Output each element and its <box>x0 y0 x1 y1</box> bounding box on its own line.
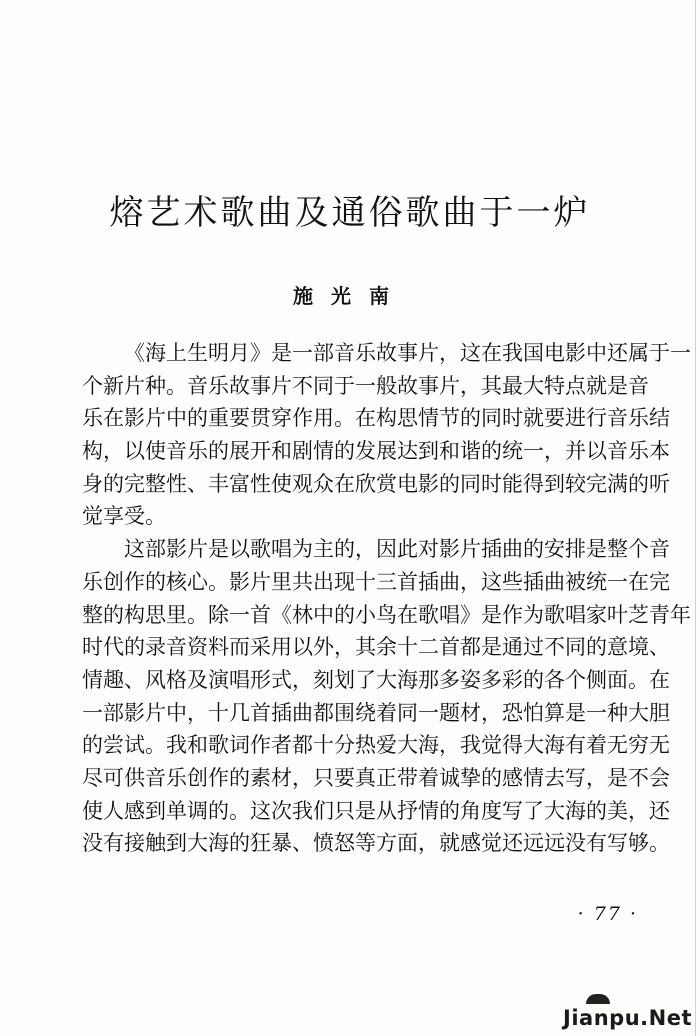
text-line: 乐在影片中的重要贯穿作用。在构思情节的同时就要进行音乐结 <box>82 406 670 431</box>
watermark-logo-mark <box>586 994 610 1004</box>
text-line: 情趣、风格及演唱形式，刻划了大海那多姿多彩的各个侧面。在 <box>82 667 670 692</box>
text-line: 没有接触到大海的狂暴、愤怒等方面，就感觉还远远没有写够。 <box>82 831 670 856</box>
page-number: · 77 · <box>577 903 638 925</box>
text-line: 尽可供音乐创作的素材，只要真正带着诚挚的感情去写，是不会 <box>82 765 670 790</box>
page-edge-line <box>695 0 696 1036</box>
author-name: 施光南 <box>293 284 407 308</box>
watermark-text: Jianpu.Net <box>563 1006 692 1030</box>
text-line: 乐创作的核心。影片里共出现十三首插曲，这些插曲被统一在完 <box>82 569 670 594</box>
text-line: 觉享受。 <box>82 504 166 529</box>
text-line: 的尝试。我和歌词作者都十分热爱大海，我觉得大海有着无穷无 <box>82 733 670 758</box>
text-line: 一部影片中，十几首插曲都围绕着同一题材，恐怕算是一种大胆 <box>82 700 670 725</box>
text-line: 整的构思里。除一首《林中的小鸟在歌唱》是作为歌唱家叶芝青年 <box>82 602 691 627</box>
text-line: 时代的录音资料而采用以外，其余十二首都是通过不同的意境、 <box>82 635 670 660</box>
text-line: 个新片种。音乐故事片不同于一般故事片，其最大特点就是音 <box>82 373 649 398</box>
text-line: 使人感到单调的。这次我们只是从抒情的角度写了大海的美，还 <box>82 798 670 823</box>
article-title: 熔艺术歌曲及通俗歌曲于一炉 <box>109 193 591 233</box>
text-line: 身的完整性、丰富性使观众在欣赏电影的同时能得到较完满的听 <box>82 471 670 496</box>
article-body <box>82 337 691 860</box>
text-line: 这部影片是以歌唱为主的，因此对影片插曲的安排是整个音 <box>124 537 670 562</box>
text-line: 构，以使音乐的展开和剧情的发展达到和谐的统一，并以音乐本 <box>82 439 670 464</box>
text-line: 《海上生明月》是一部音乐故事片，这在我国电影中还属于一 <box>124 341 691 365</box>
